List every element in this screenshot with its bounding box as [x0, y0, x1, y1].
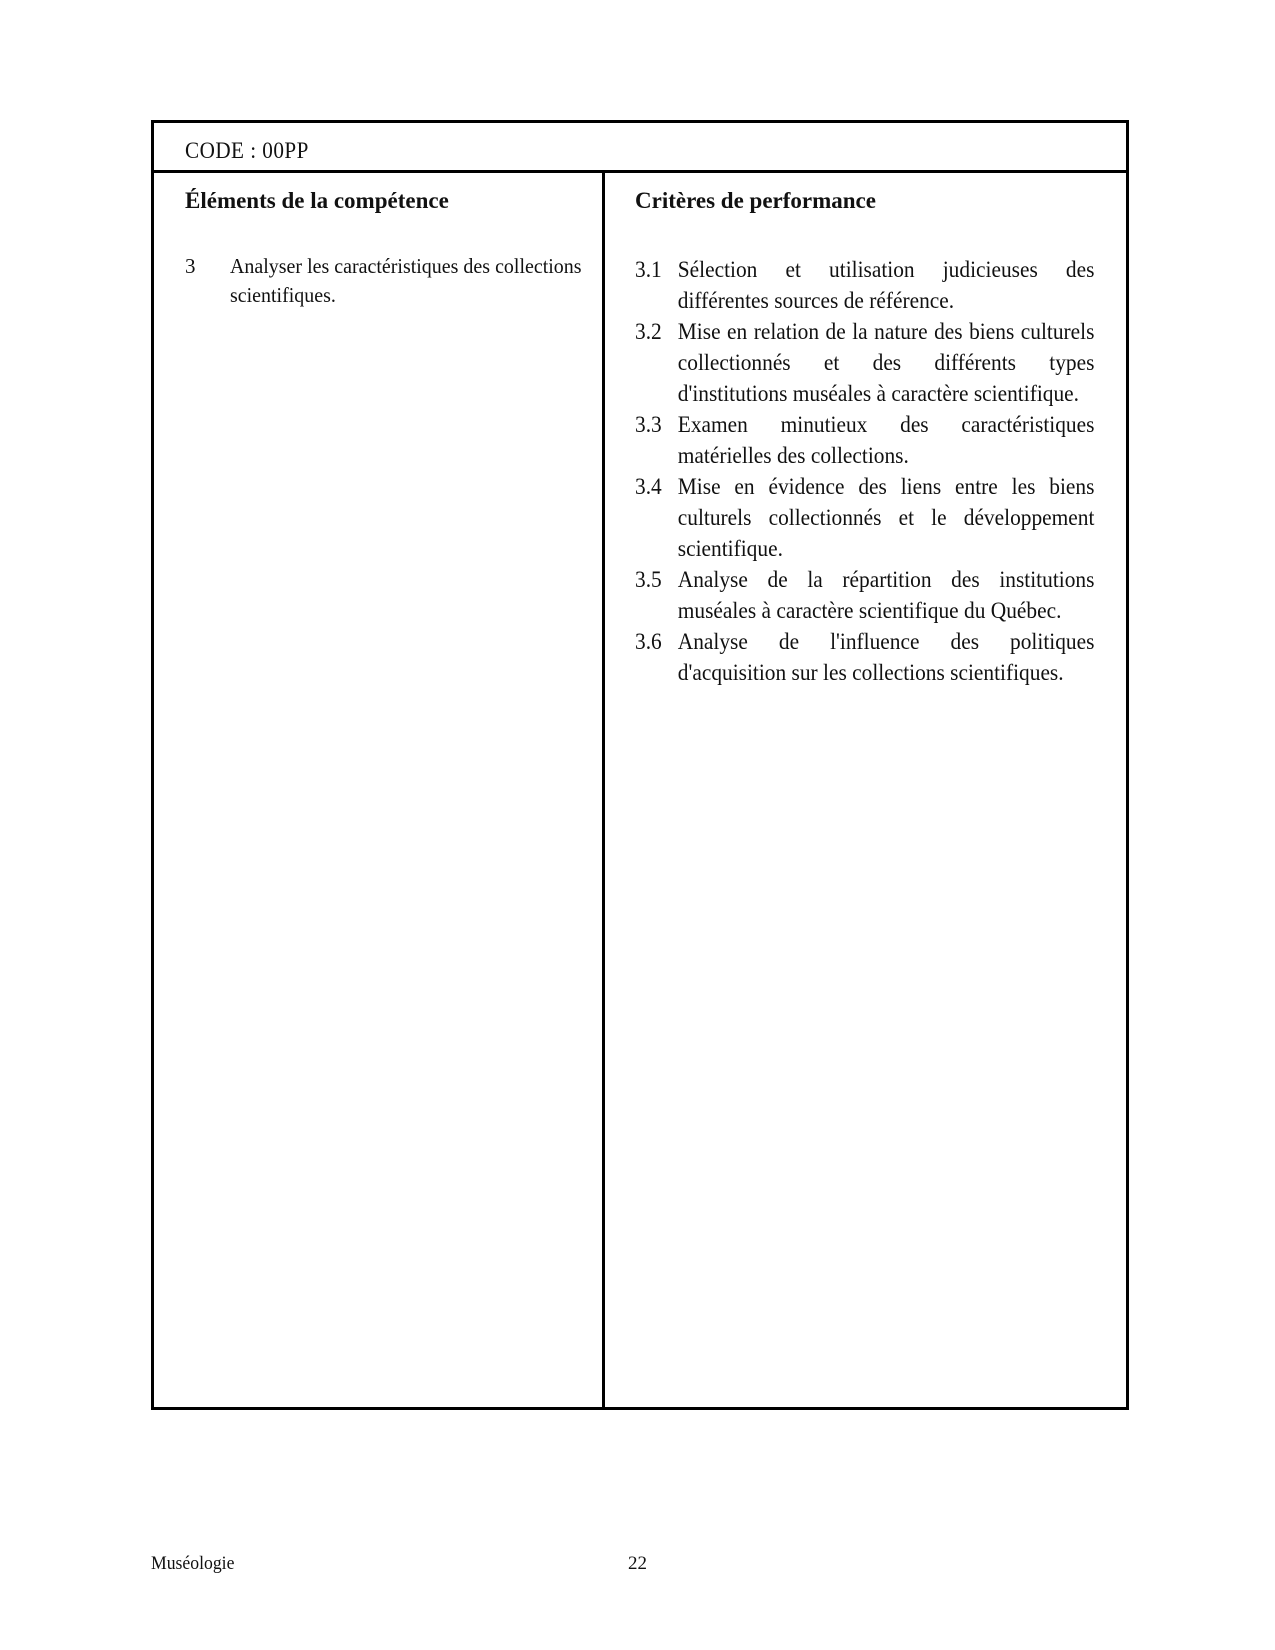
- criteria-list: [635, 254, 1095, 688]
- criterion-text: Mise en relation de la nature des biens culturels collectionnés et des différents types d'institutions muséales à caractère scientifique.: [677, 319, 1095, 406]
- element-item: [185, 252, 582, 310]
- criterion-item: [635, 564, 1094, 626]
- page-number: 22: [628, 1553, 647, 1574]
- criterion-item: [635, 316, 1094, 409]
- element-text: Analyser les caractéristiques des collections scientifiques.: [230, 254, 582, 307]
- criterion-number: 3.4: [635, 474, 662, 499]
- criterion-item: [635, 254, 1094, 316]
- criterion-number: 3.5: [635, 567, 662, 592]
- code-label: CODE : 00PP: [185, 138, 309, 163]
- footer-program: Muséologie: [151, 1553, 235, 1574]
- criterion-item: [635, 409, 1094, 471]
- criterion-item: [635, 626, 1094, 688]
- column-divider: [602, 170, 605, 1407]
- criterion-text: Analyse de l'influence des politiques d'acquisition sur les collections scientifiques.: [677, 629, 1095, 685]
- criterion-number: 3.2: [635, 319, 662, 344]
- competence-table: [151, 120, 1129, 1410]
- criterion-number: 3.6: [635, 629, 662, 654]
- code-row: [154, 123, 1126, 173]
- criterion-text: Mise en évidence des liens entre les biens culturels collectionnés et le développement scientifique.: [677, 474, 1095, 561]
- element-number: 3: [185, 254, 196, 278]
- criterion-text: Sélection et utilisation judicieuses des différentes sources de référence.: [677, 257, 1095, 313]
- criterion-text: Examen minutieux des caractéristiques matérielles des collections.: [677, 412, 1095, 468]
- criteria-header: Critères de performance: [635, 188, 876, 213]
- criterion-text: Analyse de la répartition des institutions muséales à caractère scientifique du Québec.: [677, 567, 1095, 623]
- criterion-number: 3.3: [635, 412, 662, 437]
- criterion-number: 3.1: [635, 257, 662, 282]
- elements-header: Éléments de la compétence: [185, 188, 449, 213]
- criterion-item: [635, 471, 1094, 564]
